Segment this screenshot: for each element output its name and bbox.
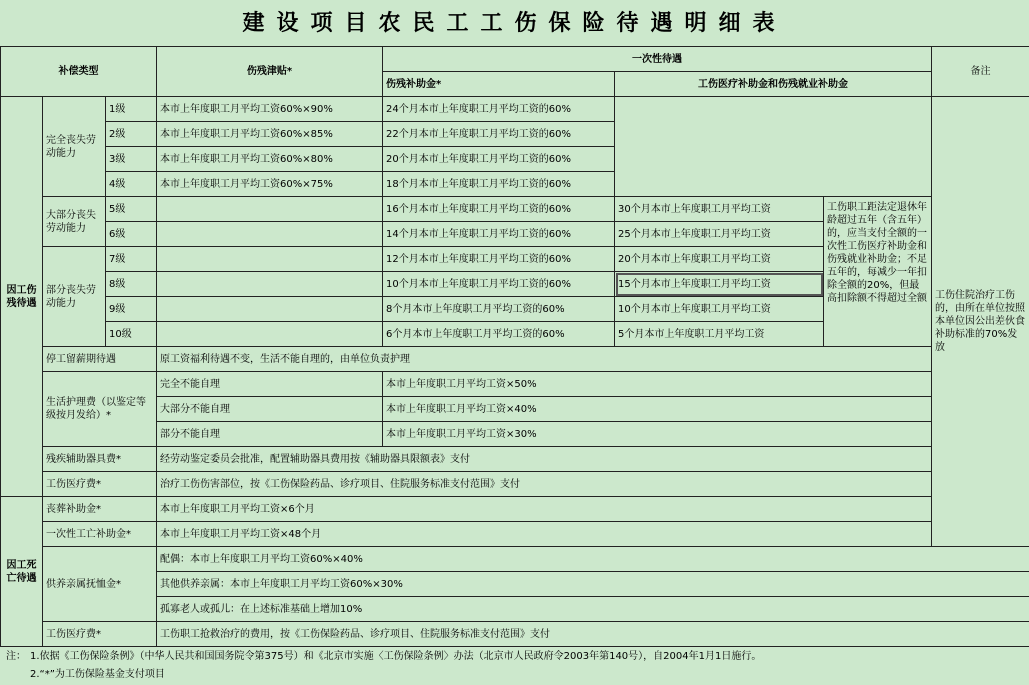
nursing-level-label[interactable]: 大部分不能自理 bbox=[157, 397, 383, 422]
subsidy-cell[interactable]: 16个月本市上年度职工月平均工资的60% bbox=[383, 197, 615, 222]
level-cell[interactable]: 6级 bbox=[106, 222, 157, 247]
header-one-time[interactable]: 一次性待遇 bbox=[383, 47, 932, 72]
retirement-note-cell[interactable]: 工伤职工距法定退休年龄超过五年（含五年）的，应当支付全额的一次性工伤医疗补助金和伤残就业补助金；不足五年的，每减少一年扣除全额的20%，但最高扣除额不得超过全额 bbox=[824, 197, 932, 347]
subsidy-cell[interactable]: 10个月本市上年度职工月平均工资的60% bbox=[383, 272, 615, 297]
suspension-value[interactable]: 原工资福利待遇不变，生活不能自理的，由单位负责护理 bbox=[157, 347, 932, 372]
allowance-cell[interactable] bbox=[157, 197, 383, 222]
aids-label[interactable]: 残疾辅助器具费* bbox=[43, 447, 157, 472]
funeral-label[interactable]: 丧葬补助金* bbox=[43, 497, 157, 522]
injury-group-label[interactable]: 因工伤残待遇 bbox=[1, 97, 43, 497]
nursing-label[interactable]: 生活护理费（以鉴定等级按月发给）* bbox=[43, 372, 157, 447]
dependent-label[interactable]: 供养亲属抚恤金* bbox=[43, 547, 157, 622]
allowance-cell[interactable]: 本市上年度职工月平均工资60%×85% bbox=[157, 122, 383, 147]
note-text-2: 2.“*”为工伤保险基金支付项目 bbox=[30, 669, 165, 680]
nursing-level-value[interactable]: 本市上年度职工月平均工资×50% bbox=[383, 372, 932, 397]
death-medical-value[interactable]: 工伤职工抢救治疗的费用，按《工伤保险药品、诊疗项目、住院服务标准支付范围》支付 bbox=[157, 622, 1029, 647]
remark-cell[interactable]: 工伤住院治疗工伤的，由所在单位按照本单位因公出差伙食补助标准的70%发放 bbox=[932, 97, 1029, 547]
allowance-cell[interactable] bbox=[157, 247, 383, 272]
nursing-level-label[interactable]: 部分不能自理 bbox=[157, 422, 383, 447]
note-line-2[interactable] bbox=[0, 666, 1029, 684]
subsidy-cell[interactable]: 22个月本市上年度职工月平均工资的60% bbox=[383, 122, 615, 147]
note-text-1: 1.依据《工伤保险条例》（中华人民共和国国务院令第375号）和《北京市实施〈工伤保险条例〉办法（北京市人民政府令2003年第140号），自2004年1月1日施行。 bbox=[30, 651, 762, 662]
onetime-death-value[interactable]: 本市上年度职工月平均工资×48个月 bbox=[157, 522, 932, 547]
medical-cell[interactable]: 30个月本市上年度职工月平均工资 bbox=[615, 197, 824, 222]
allowance-cell[interactable]: 本市上年度职工月平均工资60%×90% bbox=[157, 97, 383, 122]
partial-loss-label[interactable]: 部分丧失劳动能力 bbox=[43, 247, 106, 347]
header-one-time-disability[interactable]: 伤残补助金* bbox=[383, 72, 615, 97]
medical-cell[interactable]: 20个月本市上年度职工月平均工资 bbox=[615, 247, 824, 272]
level-cell[interactable]: 5级 bbox=[106, 197, 157, 222]
dependent-value[interactable]: 孤寡老人或孤儿：在上述标准基础上增加10% bbox=[157, 597, 1029, 622]
level-cell[interactable]: 4级 bbox=[106, 172, 157, 197]
suspension-label[interactable]: 停工留薪期待遇 bbox=[43, 347, 157, 372]
header-medical-employment[interactable]: 工伤医疗补助金和伤残就业补助金 bbox=[615, 72, 932, 97]
header-disability-allowance[interactable]: 伤残津贴* bbox=[157, 47, 383, 97]
medical-cell[interactable]: 10个月本市上年度职工月平均工资 bbox=[615, 297, 824, 322]
dependent-value[interactable]: 其他供养亲属：本市上年度职工月平均工资60%×30% bbox=[157, 572, 1029, 597]
medical-cell[interactable]: 5个月本市上年度职工月平均工资 bbox=[615, 322, 824, 347]
death-group-label[interactable]: 因工死亡待遇 bbox=[1, 497, 43, 647]
medical-cell[interactable]: 25个月本市上年度职工月平均工资 bbox=[615, 222, 824, 247]
level-cell[interactable]: 10级 bbox=[106, 322, 157, 347]
dependent-value[interactable]: 配偶：本市上年度职工月平均工资60%×40% bbox=[157, 547, 1029, 572]
nursing-level-label[interactable]: 完全不能自理 bbox=[157, 372, 383, 397]
allowance-cell[interactable] bbox=[157, 272, 383, 297]
subsidy-cell[interactable]: 8个月本市上年度职工月平均工资的60% bbox=[383, 297, 615, 322]
notes-label: 注： bbox=[6, 651, 26, 662]
injury-medical-value[interactable]: 治疗工伤伤害部位，按《工伤保险药品、诊疗项目、住院服务标准支付范围》支付 bbox=[157, 472, 932, 497]
selected-medical-cell[interactable]: 15个月本市上年度职工月平均工资 bbox=[615, 272, 824, 297]
benefits-table bbox=[0, 46, 1029, 647]
full-loss-label[interactable]: 完全丧失劳动能力 bbox=[43, 97, 106, 197]
injury-medical-label[interactable]: 工伤医疗费* bbox=[43, 472, 157, 497]
header-compensation-type[interactable]: 补偿类型 bbox=[1, 47, 157, 97]
level-cell[interactable]: 1级 bbox=[106, 97, 157, 122]
nursing-level-value[interactable]: 本市上年度职工月平均工资×40% bbox=[383, 397, 932, 422]
level-cell[interactable]: 7级 bbox=[106, 247, 157, 272]
allowance-cell[interactable] bbox=[157, 297, 383, 322]
notes-section bbox=[0, 648, 1029, 684]
death-medical-label[interactable]: 工伤医疗费* bbox=[43, 622, 157, 647]
onetime-death-label[interactable]: 一次性工亡补助金* bbox=[43, 522, 157, 547]
level-cell[interactable]: 9级 bbox=[106, 297, 157, 322]
subsidy-cell[interactable]: 12个月本市上年度职工月平均工资的60% bbox=[383, 247, 615, 272]
nursing-level-value[interactable]: 本市上年度职工月平均工资×30% bbox=[383, 422, 932, 447]
allowance-cell[interactable]: 本市上年度职工月平均工资60%×75% bbox=[157, 172, 383, 197]
allowance-cell[interactable] bbox=[157, 322, 383, 347]
page-title: 建设项目农民工工伤保险待遇明细表 bbox=[242, 10, 787, 36]
allowance-cell[interactable]: 本市上年度职工月平均工资60%×80% bbox=[157, 147, 383, 172]
header-remarks[interactable]: 备注 bbox=[932, 47, 1029, 97]
note-line-1[interactable] bbox=[0, 648, 1029, 666]
aids-value[interactable]: 经劳动鉴定委员会批准，配置辅助器具费用按《辅助器具限额表》支付 bbox=[157, 447, 932, 472]
subsidy-cell[interactable]: 14个月本市上年度职工月平均工资的60% bbox=[383, 222, 615, 247]
subsidy-cell[interactable]: 6个月本市上年度职工月平均工资的60% bbox=[383, 322, 615, 347]
subsidy-cell[interactable]: 24个月本市上年度职工月平均工资的60% bbox=[383, 97, 615, 122]
level-cell[interactable]: 2级 bbox=[106, 122, 157, 147]
subsidy-cell[interactable]: 20个月本市上年度职工月平均工资的60% bbox=[383, 147, 615, 172]
level-cell[interactable]: 8级 bbox=[106, 272, 157, 297]
funeral-value[interactable]: 本市上年度职工月平均工资×6个月 bbox=[157, 497, 932, 522]
subsidy-cell[interactable]: 18个月本市上年度职工月平均工资的60% bbox=[383, 172, 615, 197]
level-cell[interactable]: 3级 bbox=[106, 147, 157, 172]
allowance-cell[interactable] bbox=[157, 222, 383, 247]
medical-empty-cell[interactable] bbox=[615, 97, 932, 197]
major-loss-label[interactable]: 大部分丧失劳动能力 bbox=[43, 197, 106, 247]
